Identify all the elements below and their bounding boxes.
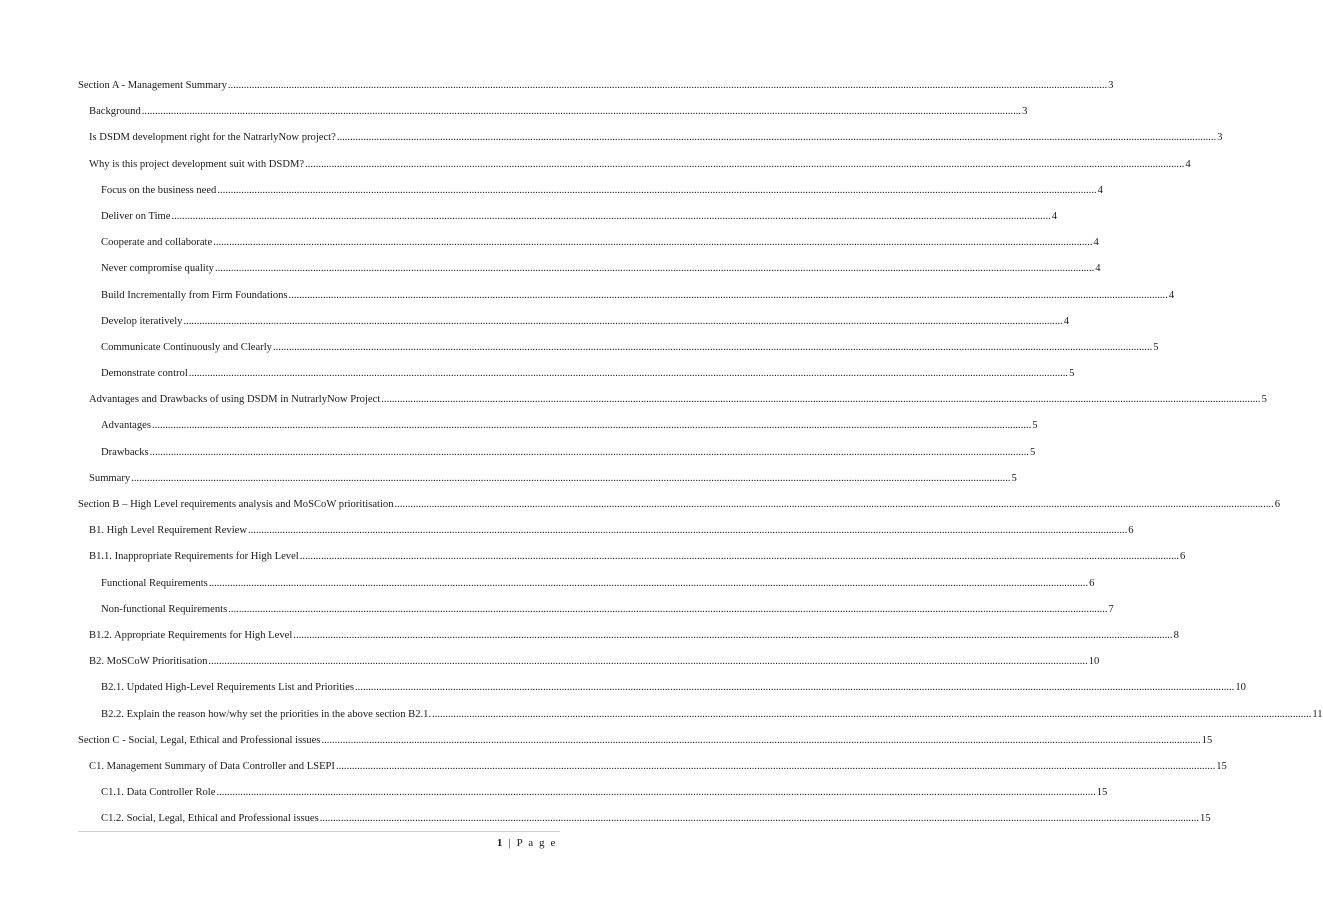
toc-dot-leader — [150, 440, 1029, 466]
footer-page-number: 1 — [496, 837, 505, 849]
toc-page-number: 5 — [1011, 472, 1017, 484]
toc-page-number: 4 — [1185, 158, 1191, 170]
toc-entry[interactable] — [78, 335, 1159, 361]
toc-dot-leader — [183, 309, 1062, 335]
toc-entry-label: Never compromise quality — [101, 263, 214, 275]
toc-entry-label: Build Incrementally from Firm Foundations — [101, 289, 288, 301]
toc-page-number: 10 — [1235, 682, 1246, 694]
toc-page-number: 5 — [1032, 420, 1038, 432]
toc-entry[interactable] — [78, 230, 1099, 256]
toc-dot-leader — [215, 256, 1094, 282]
toc-entry-label: B1. High Level Requirement Review — [89, 525, 247, 537]
toc-dot-leader — [189, 361, 1068, 387]
toc-page-number: 4 — [1095, 263, 1101, 275]
toc-dot-leader — [248, 518, 1127, 544]
toc-entry-label: Section B – High Level requirements analysis and MoSCoW prioritisation — [78, 499, 394, 510]
toc-dot-leader — [209, 571, 1088, 597]
toc-entry-label: Section C - Social, Legal, Ethical and Professional issues — [78, 734, 321, 746]
toc-entry[interactable] — [78, 623, 1179, 649]
toc-entry-label: Develop iteratively — [101, 315, 183, 327]
toc-entry[interactable] — [78, 728, 1213, 754]
toc-dot-leader — [321, 728, 1200, 754]
toc-page-number: 5 — [1261, 394, 1267, 406]
toc-page-number: 4 — [1051, 210, 1058, 222]
toc-entry-label: Why is this project development suit with DSDM? — [89, 158, 305, 170]
footer-divider — [78, 831, 560, 832]
toc-entry[interactable] — [78, 178, 1103, 204]
toc-dot-leader — [293, 623, 1172, 649]
toc-page-number: 6 — [1274, 499, 1281, 510]
toc-page-number: 15 — [1200, 813, 1211, 825]
toc-dot-leader — [395, 492, 1274, 518]
toc-dot-leader — [213, 230, 1092, 256]
toc-entry[interactable] — [78, 492, 1281, 518]
toc-dot-leader — [273, 335, 1152, 361]
toc-dot-leader — [355, 675, 1234, 701]
toc-entry-label: C1.1. Data Controller Role — [101, 787, 216, 799]
toc-entry[interactable] — [78, 125, 1223, 151]
toc-entry[interactable] — [78, 204, 1058, 230]
toc-dot-leader — [142, 99, 1021, 125]
toc-entry-label: Cooperate and collaborate — [101, 237, 213, 249]
toc-entry[interactable] — [78, 413, 1038, 439]
toc-entry[interactable] — [78, 806, 1211, 832]
toc-page-number: 3 — [1022, 106, 1028, 118]
toc-entry-label: Background — [89, 106, 141, 118]
toc-entry-label: Section A - Management Summary — [78, 80, 227, 91]
toc-dot-leader — [305, 152, 1184, 178]
toc-dot-leader — [152, 413, 1031, 439]
toc-entry[interactable] — [78, 99, 1028, 125]
toc-entry[interactable] — [78, 675, 1246, 701]
toc-page-number: 5 — [1069, 368, 1075, 380]
toc-dot-leader — [432, 702, 1311, 728]
toc-entry-label: Advantages and Drawbacks of using DSDM in NutrarlyNow Project — [89, 394, 381, 406]
toc-page-number: 15 — [1201, 734, 1213, 746]
toc-entry[interactable] — [78, 597, 1114, 623]
toc-page-number: 4 — [1063, 315, 1070, 327]
toc-entry[interactable] — [78, 702, 1323, 728]
toc-page-number: 4 — [1168, 289, 1175, 301]
toc-entry[interactable] — [78, 649, 1100, 675]
toc-entry-label: Summary — [89, 472, 131, 484]
toc-entry[interactable] — [78, 466, 1017, 492]
toc-page-number: 10 — [1088, 656, 1100, 668]
toc-entry[interactable] — [78, 73, 1114, 99]
toc-entry[interactable] — [78, 152, 1191, 178]
toc-dot-leader — [216, 780, 1095, 806]
toc-entry-label: Advantages — [101, 420, 152, 432]
toc-page-number: 6 — [1089, 577, 1095, 589]
toc-entry[interactable] — [78, 256, 1101, 282]
page-footer — [497, 837, 557, 849]
footer-separator: | — [508, 837, 513, 849]
toc-page-number: 11 — [1312, 708, 1323, 720]
toc-entry-label: B1.2. Appropriate Requirements for High Level — [89, 629, 293, 641]
toc-dot-leader — [131, 466, 1010, 492]
toc-entry[interactable] — [78, 518, 1134, 544]
toc-page-number: 4 — [1097, 184, 1103, 196]
toc-entry[interactable] — [78, 283, 1175, 309]
toc-entry[interactable] — [78, 571, 1095, 597]
toc-page-number: 3 — [1217, 132, 1223, 144]
toc-page-number: 8 — [1173, 629, 1179, 641]
toc-dot-leader — [381, 387, 1260, 413]
toc-dot-leader — [320, 806, 1199, 832]
footer-page-word: P a g e — [516, 837, 557, 849]
toc-page-number: 6 — [1180, 551, 1186, 563]
toc-page-number: 5 — [1029, 446, 1036, 458]
toc-dot-leader — [171, 204, 1050, 230]
toc-page-number: 4 — [1093, 237, 1099, 249]
toc-entry[interactable] — [78, 780, 1108, 806]
toc-entry[interactable] — [78, 387, 1267, 413]
toc-entry[interactable] — [78, 754, 1227, 780]
toc-dot-leader — [228, 73, 1107, 99]
toc-page-number: 15 — [1096, 787, 1108, 799]
toc-entry-label: B2.1. Updated High-Level Requirements List and Priorities — [101, 682, 355, 694]
toc-page-number: 3 — [1108, 80, 1114, 91]
toc-page-number: 7 — [1108, 603, 1114, 615]
toc-entry-label: Drawbacks — [101, 446, 149, 458]
toc-entry[interactable] — [78, 309, 1070, 335]
toc-dot-leader — [208, 649, 1087, 675]
toc-dot-leader — [228, 597, 1107, 623]
toc-entry-label: C1. Management Summary of Data Controller and LSEPI — [89, 760, 335, 772]
toc-dot-leader — [300, 544, 1179, 570]
table-of-contents — [78, 73, 1323, 832]
toc-page-number: 5 — [1153, 341, 1159, 353]
toc-entry-label: Functional Requirements — [101, 577, 208, 589]
toc-dot-leader — [217, 178, 1096, 204]
toc-entry[interactable] — [78, 440, 1036, 466]
toc-entry[interactable] — [78, 544, 1186, 570]
toc-page-number: 6 — [1128, 525, 1134, 537]
toc-entry-label: Demonstrate control — [101, 368, 188, 380]
toc-entry-label: Deliver on Time — [101, 210, 171, 222]
toc-entry-label: B2. MoSCoW Prioritisation — [89, 656, 208, 668]
toc-dot-leader — [336, 754, 1215, 780]
toc-entry-label: B2.2. Explain the reason how/why set the priorities in the above section B2.1. — [101, 708, 432, 720]
toc-entry-label: Focus on the business need — [101, 184, 217, 196]
toc-dot-leader — [337, 125, 1216, 151]
toc-entry-label: B1.1. Inappropriate Requirements for High Level — [89, 551, 299, 563]
toc-entry-label: Is DSDM development right for the NatrarlyNow project? — [89, 132, 336, 144]
toc-dot-leader — [289, 283, 1168, 309]
toc-entry-label: Communicate Continuously and Clearly — [101, 341, 272, 353]
toc-entry-label: C1.2. Social, Legal, Ethical and Professional issues — [101, 813, 319, 825]
toc-entry-label: Non-functional Requirements — [101, 603, 228, 615]
toc-page-number: 15 — [1216, 760, 1227, 772]
toc-entry[interactable] — [78, 361, 1075, 387]
